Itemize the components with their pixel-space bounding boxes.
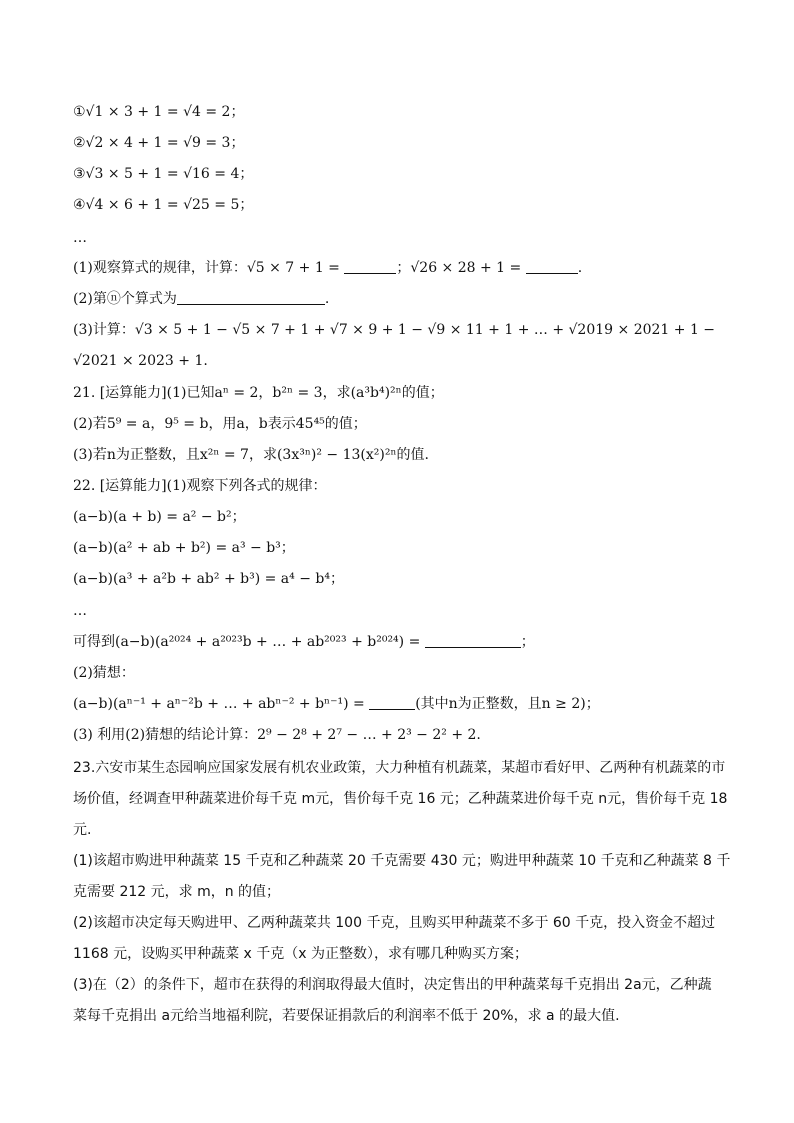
question-22-part-1: 22. [运算能力](1)观察下列各式的规律： <box>73 478 327 494</box>
question-23-part-3-cont: 菜每千克捐出 a元给当地福利院，若要保证捐款后的利润率不低于 20%，求 a 的最大值. <box>73 1008 620 1024</box>
ellipsis-line: … <box>73 603 87 619</box>
pattern-line-1: (a−b)(a + b) = a² − b²； <box>73 509 246 525</box>
formula-line-4: ④√4 × 6 + 1 = √25 = 5； <box>73 197 254 213</box>
answer-blank <box>177 290 325 305</box>
answer-blank <box>526 259 578 274</box>
pattern-line-3: (a−b)(a³ + a²b + ab² + b³) = a⁴ − b⁴； <box>73 571 344 587</box>
formula-line-3: ③√3 × 5 + 1 = √16 = 4； <box>73 166 254 182</box>
answer-blank <box>425 633 521 648</box>
question-23-part-2: (2)该超市决定每天购进甲、乙两种蔬菜共 100 千克，且购买甲种蔬菜不多于 60 千克，投入资金不超过 <box>73 915 716 931</box>
question-23-part-1: (1)该超市购进甲种蔬菜 15 千克和乙种蔬菜 20 千克需要 430 元；购进甲种蔬菜 10 千克和乙种蔬菜 8 千 <box>73 853 731 869</box>
question-part-3: (3)计算：√3 × 5 + 1 − √5 × 7 + 1 + √7 × 9 + 1 − √9 × 11 + 1 + … + √2019 × 2021 + 1 − <box>73 322 716 338</box>
answer-blank <box>369 695 415 710</box>
question-23-stem-3: 元. <box>73 822 92 838</box>
pattern-result-line: 可得到(a−b)(a²⁰²⁴ + a²⁰²³b + … + ab²⁰²³ + b²⁰²⁴) = ； <box>73 634 535 650</box>
answer-blank <box>344 259 396 274</box>
ellipsis-line: … <box>73 230 87 246</box>
question-23-part-2-cont: 1168 元，设购买甲种蔬菜 x 千克（x 为正整数），求有哪几种购买方案； <box>73 946 528 962</box>
question-22-part-2: (2)猜想： <box>73 665 135 681</box>
question-part-3-cont: √2021 × 2023 + 1. <box>73 353 208 369</box>
question-23-part-1-cont: 克需要 212 元，求 m，n 的值； <box>73 884 281 900</box>
conjecture-line: (a−b)(aⁿ⁻¹ + aⁿ⁻²b + … + abⁿ⁻² + bⁿ⁻¹) = (其中n为正整数，且n ≥ 2)； <box>73 696 600 712</box>
question-21-part-3: (3)若n为正整数，且x²ⁿ = 7，求(3x³ⁿ)² − 13(x²)²ⁿ的值. <box>73 447 429 463</box>
question-23-stem-1: 23.六安市某生态园响应国家发展有机农业政策，大力种植有机蔬菜，某超市看好甲、乙两种有机蔬菜的市 <box>73 760 726 776</box>
question-23-part-3: (3)在（2）的条件下，超市在获得的利润取得最大值时，决定售出的甲种蔬菜每千克捐出 2a元，乙种蔬 <box>73 977 712 993</box>
pattern-line-2: (a−b)(a² + ab + b²) = a³ − b³； <box>73 540 295 556</box>
question-part-1: (1)观察算式的规律，计算：√5 × 7 + 1 = ；√26 × 28 + 1 = . <box>73 260 583 276</box>
question-21-part-2: (2)若5⁹ = a，9⁵ = b，用a，b表示45⁴⁵的值； <box>73 416 367 432</box>
question-22-part-3: (3) 利用(2)猜想的结论计算：2⁹ − 2⁸ + 2⁷ − … + 2³ − 2² + 2. <box>73 727 481 743</box>
question-part-2: (2)第ⓝ个算式为 . <box>73 291 330 307</box>
question-21-part-1: 21. [运算能力](1)已知aⁿ = 2，b²ⁿ = 3，求(a³b⁴)²ⁿ的值； <box>73 385 444 401</box>
formula-line-2: ②√2 × 4 + 1 = √9 = 3； <box>73 135 245 151</box>
question-23-stem-2: 场价值，经调查甲种蔬菜进价每千克 m元，售价每千克 16 元；乙种蔬菜进价每千克 n元，售价每千克 18 <box>73 791 728 807</box>
formula-line-1: ①√1 × 3 + 1 = √4 = 2； <box>73 104 245 120</box>
